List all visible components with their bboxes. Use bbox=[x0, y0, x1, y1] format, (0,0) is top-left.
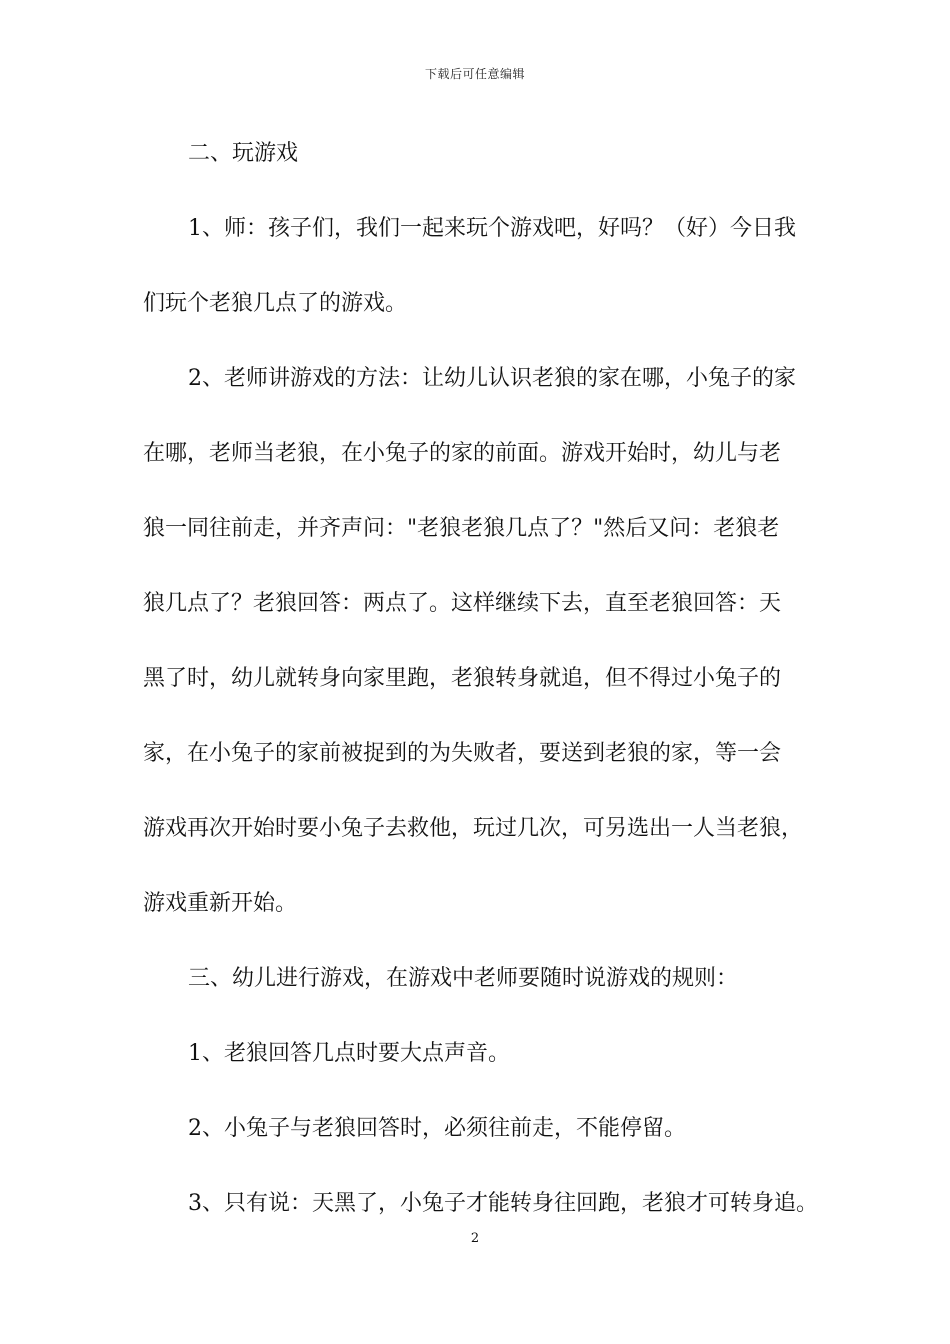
paragraph-2-line-8: 游戏重新开始。 bbox=[143, 891, 298, 916]
page-header: 下载后可任意编辑 bbox=[424, 67, 525, 81]
paragraph-2-line-1: 2、老师讲游戏的方法：让幼儿认识老狼的家在哪，小兔子的家 bbox=[188, 366, 796, 391]
rule-1: 1、老狼回答几点时要大点声音。 bbox=[188, 1041, 510, 1066]
paragraph-2-line-2: 在哪，老师当老狼，在小兔子的家的前面。游戏开始时，幼儿与老 bbox=[143, 441, 782, 466]
paragraph-2-line-6: 家，在小兔子的家前被捉到的为失败者，要送到老狼的家，等一会 bbox=[143, 741, 782, 766]
section-heading-children-play: 三、幼儿进行游戏，在游戏中老师要随时说游戏的规则： bbox=[188, 966, 739, 991]
page-number: 2 bbox=[470, 1231, 480, 1246]
paragraph-2-line-5: 黑了时，幼儿就转身向家里跑，老狼转身就追，但不得过小兔子的 bbox=[143, 666, 782, 691]
paragraph-2-line-4: 狼几点了？老狼回答：两点了。这样继续下去，直至老狼回答：天 bbox=[143, 591, 782, 616]
section-heading-play-game: 二、玩游戏 bbox=[188, 141, 299, 166]
rule-2: 2、小兔子与老狼回答时，必须往前走，不能停留。 bbox=[188, 1116, 686, 1141]
document-body bbox=[143, 131, 823, 1227]
paragraph-1-line-2: 们玩个老狼几点了的游戏。 bbox=[143, 291, 408, 316]
rule-3: 3、只有说：天黑了，小兔子才能转身往回跑，老狼才可转身追。 bbox=[188, 1191, 818, 1216]
paragraph-1-line-1: 1、师：孩子们，我们一起来玩个游戏吧，好吗？（好）今日我 bbox=[188, 216, 796, 241]
paragraph-2-line-7: 游戏再次开始时要小兔子去救他，玩过几次，可另选出一人当老狼， bbox=[143, 816, 804, 841]
paragraph-2-line-3: 狼一同往前走，并齐声问："老狼老狼几点了？"然后又问：老狼老 bbox=[143, 516, 780, 541]
